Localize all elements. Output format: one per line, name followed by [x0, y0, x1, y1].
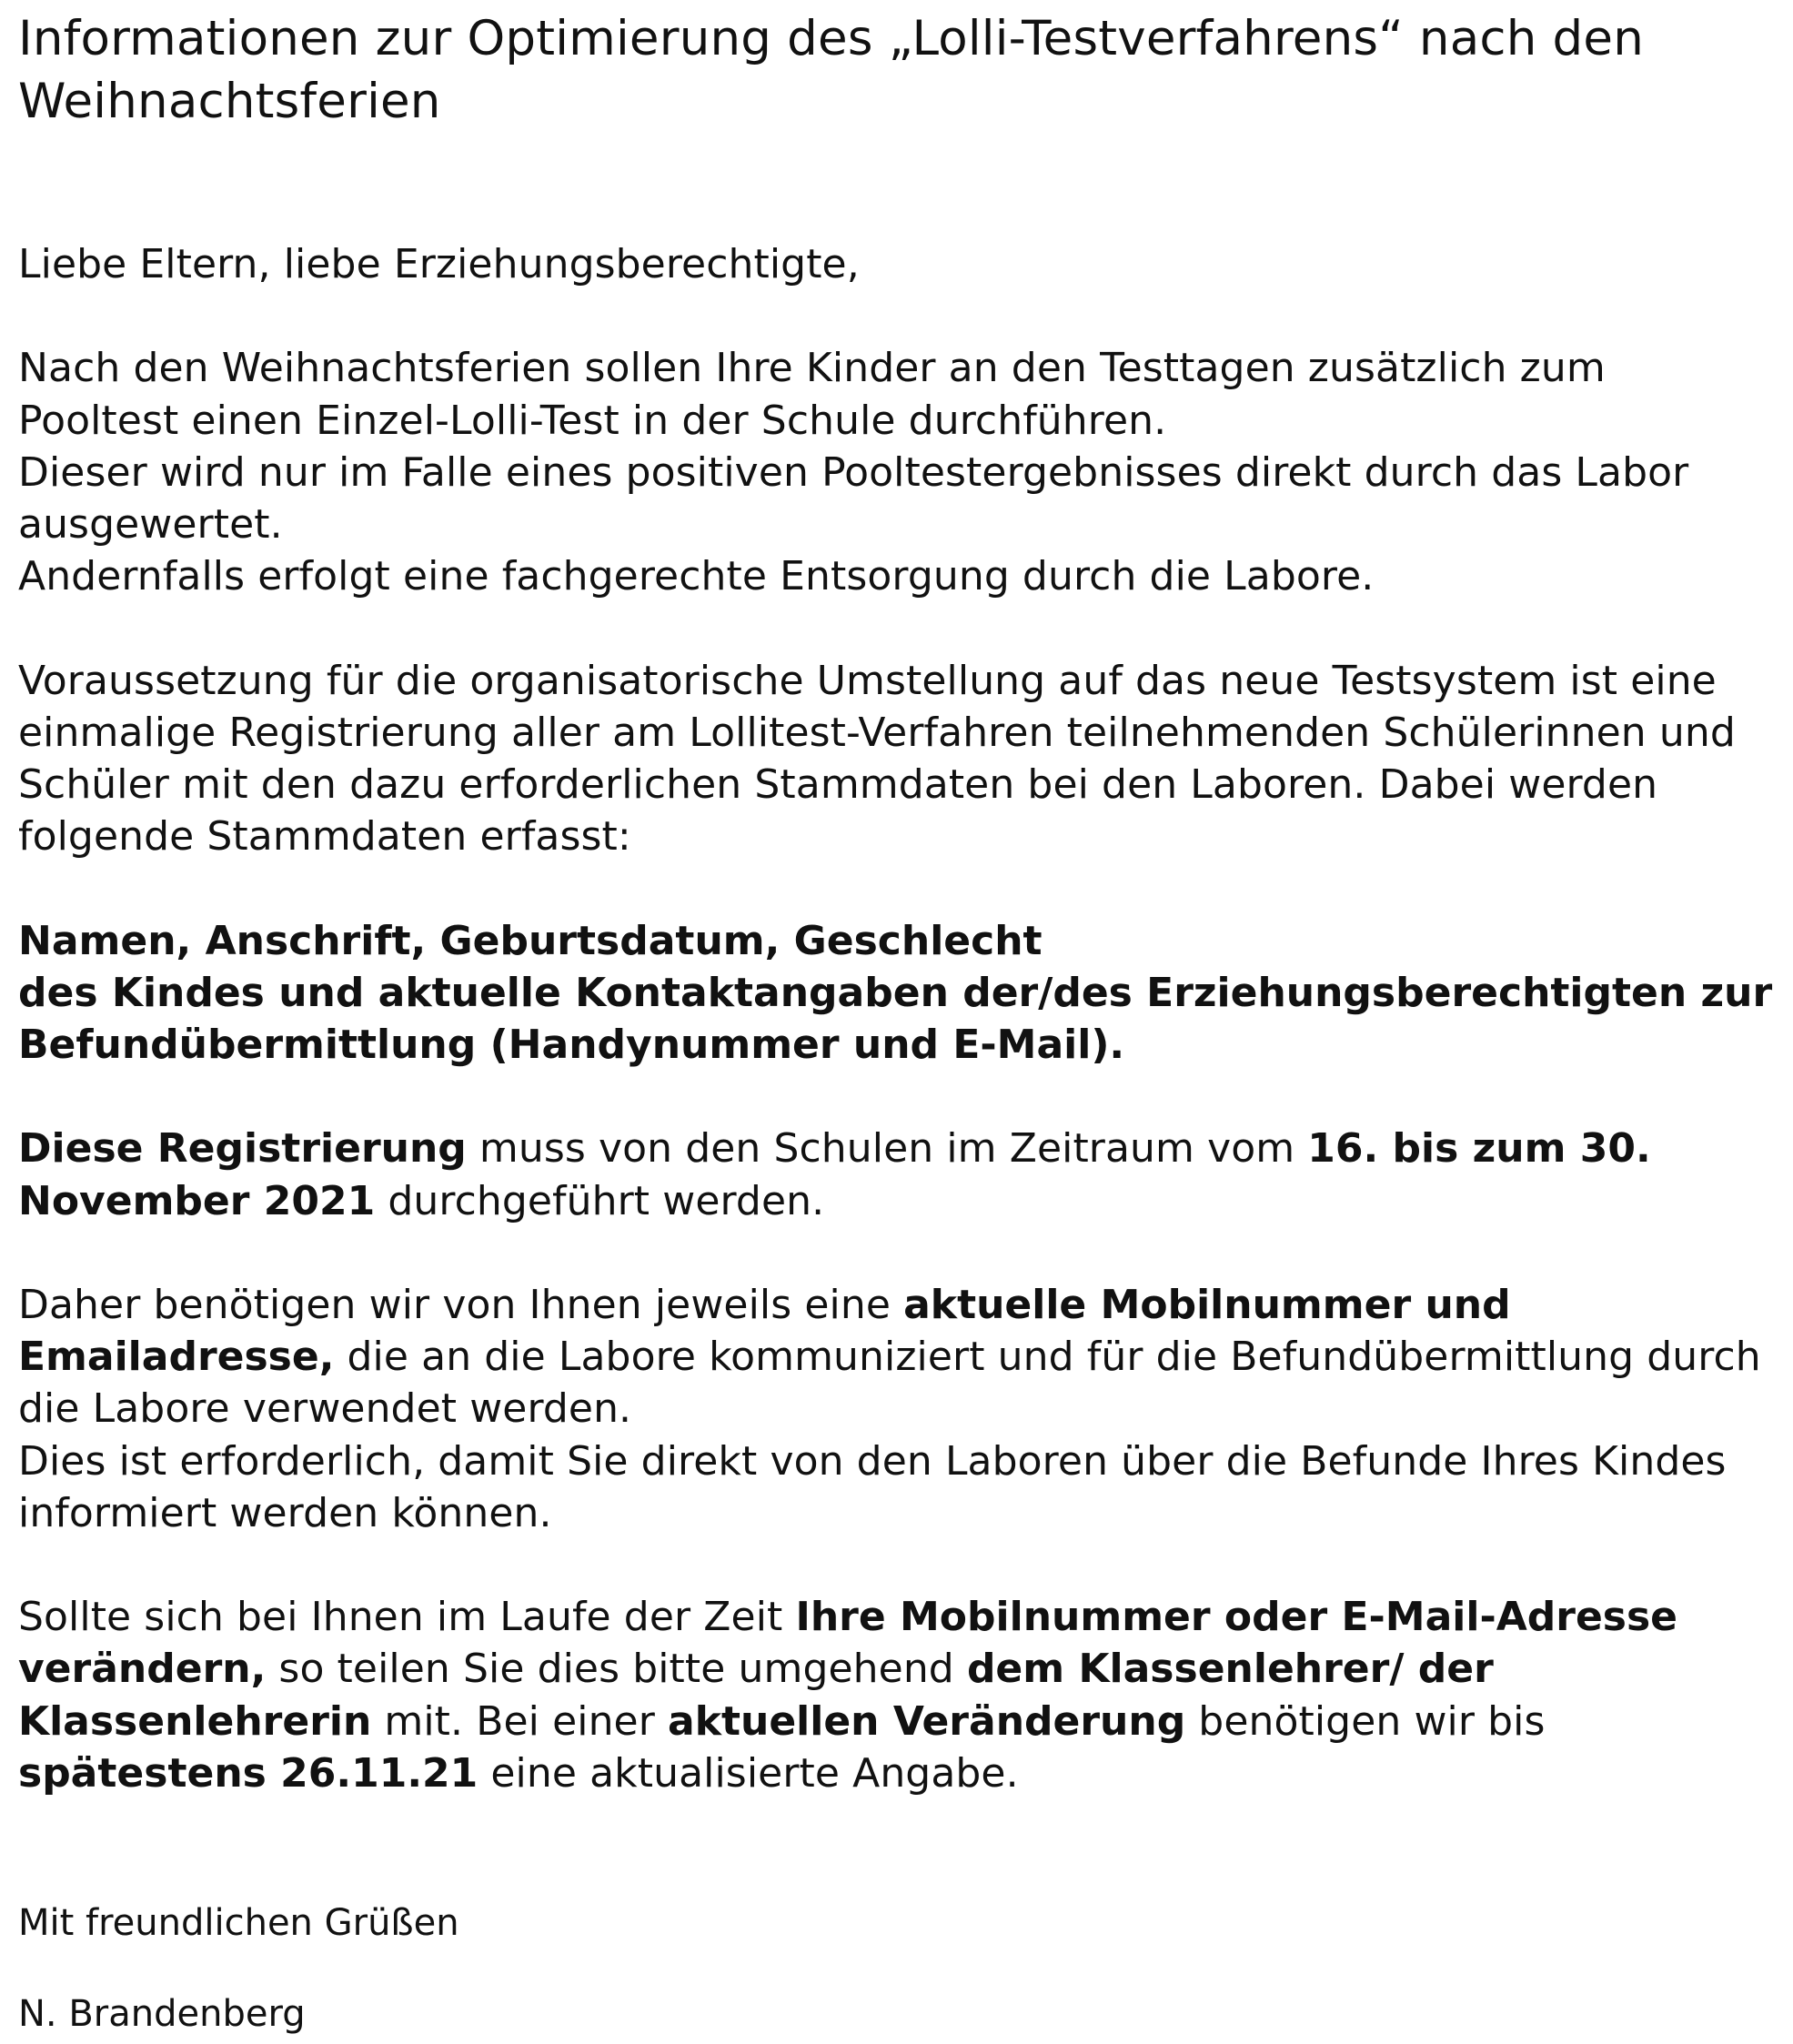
paragraph-aenderung	[18, 1591, 1774, 1799]
paragraph-kontakt	[18, 1279, 1774, 1539]
aenderung-bold2: dem Klassenlehrer/ der Klassenlehrerin	[18, 1646, 1494, 1745]
salutation: Liebe Eltern, liebe Erziehungsberechtigte,	[18, 241, 860, 287]
paragraph-pooltest-line2: Dieser wird nur im Falle eines positiven Pooltestergebnisses direkt durch das Labor ausgewertet.	[18, 448, 1689, 548]
stammdaten-list	[18, 915, 1774, 1072]
closing: Mit freundlichen Grüßen	[18, 1902, 459, 1944]
zeitraum-date: 16. bis zum 30. November 2021	[18, 1125, 1651, 1224]
kontakt-text-end: die an die Labore kommuniziert und für die Befundübermittlung durch die Labore verwendet werden.	[18, 1334, 1761, 1433]
aenderung-bold1: Ihre Mobilnummer oder E-Mail-Adresse verändern,	[18, 1594, 1678, 1693]
letter-page	[18, 0, 1774, 2035]
kontakt-bold: aktuelle Mobilnummer und Emailadresse,	[18, 1281, 1511, 1381]
paragraph-pooltest-line3: Andernfalls erfolgt eine fachgerechte Entsorgung durch die Labore.	[18, 553, 1375, 600]
paragraph-pooltest	[18, 342, 1774, 602]
aenderung-deadline: spätestens 26.11.21	[18, 1749, 478, 1797]
paragraph-pooltest-line1: Nach den Weihnachtsferien sollen Ihre Kinder an den Testtagen zusätzlich zum Pooltest einen Einzel-Lolli-Test in der Schule durchführen.	[18, 345, 1606, 444]
aenderung-text4: benötigen wir bis	[1185, 1697, 1546, 1745]
paragraph-registrierung: Voraussetzung für die organisatorische Umstellung auf das neue Testsystem ist eine einmalige Registrierung aller am Lollitest-Verfahren teilnehmenden Schülerinnen und Schüler mit den dazu erforderlichen Stammdaten bei den Laboren. Dabei werden folgende Stammdaten erfasst:	[18, 657, 1736, 861]
stammdaten-line1: Namen, Anschrift, Geburtsdatum, Geschlecht	[18, 917, 1043, 964]
aenderung-text2: so teilen Sie dies bitte umgehend	[266, 1646, 967, 1693]
aenderung-text5: eine aktualisierte Angabe.	[478, 1749, 1019, 1797]
stammdaten-line2: des Kindes und aktuelle Kontaktangaben der/des Erziehungsberechtigten zur Befundübermittlung (Handynummer und E-Mail).	[18, 969, 1773, 1068]
aenderung-bold3: aktuellen Veränderung	[668, 1697, 1186, 1745]
aenderung-text1: Sollte sich bei Ihnen im Laufe der Zeit	[18, 1594, 796, 1641]
aenderung-text3: mit. Bei einer	[371, 1697, 669, 1745]
letter-title: Informationen zur Optimierung des „Lolli-Testverfahrens“ nach den Weihnachtsferien	[18, 11, 1644, 129]
zeitraum-text-end: durchgeführt werden.	[375, 1177, 825, 1224]
signature: N. Brandenberg	[18, 1993, 306, 2035]
kontakt-line2: Dies ist erforderlich, damit Sie direkt von den Laboren über die Befunde Ihres Kindes informiert werden können.	[18, 1437, 1727, 1536]
zeitraum-text: muss von den Schulen im Zeitraum vom	[466, 1125, 1308, 1173]
registrierung-bold: Diese Registrierung	[18, 1125, 467, 1173]
kontakt-text: Daher benötigen wir von Ihnen jeweils eine	[18, 1281, 904, 1328]
paragraph-zeitraum	[18, 1123, 1774, 1226]
letter-body	[18, 238, 1774, 1799]
